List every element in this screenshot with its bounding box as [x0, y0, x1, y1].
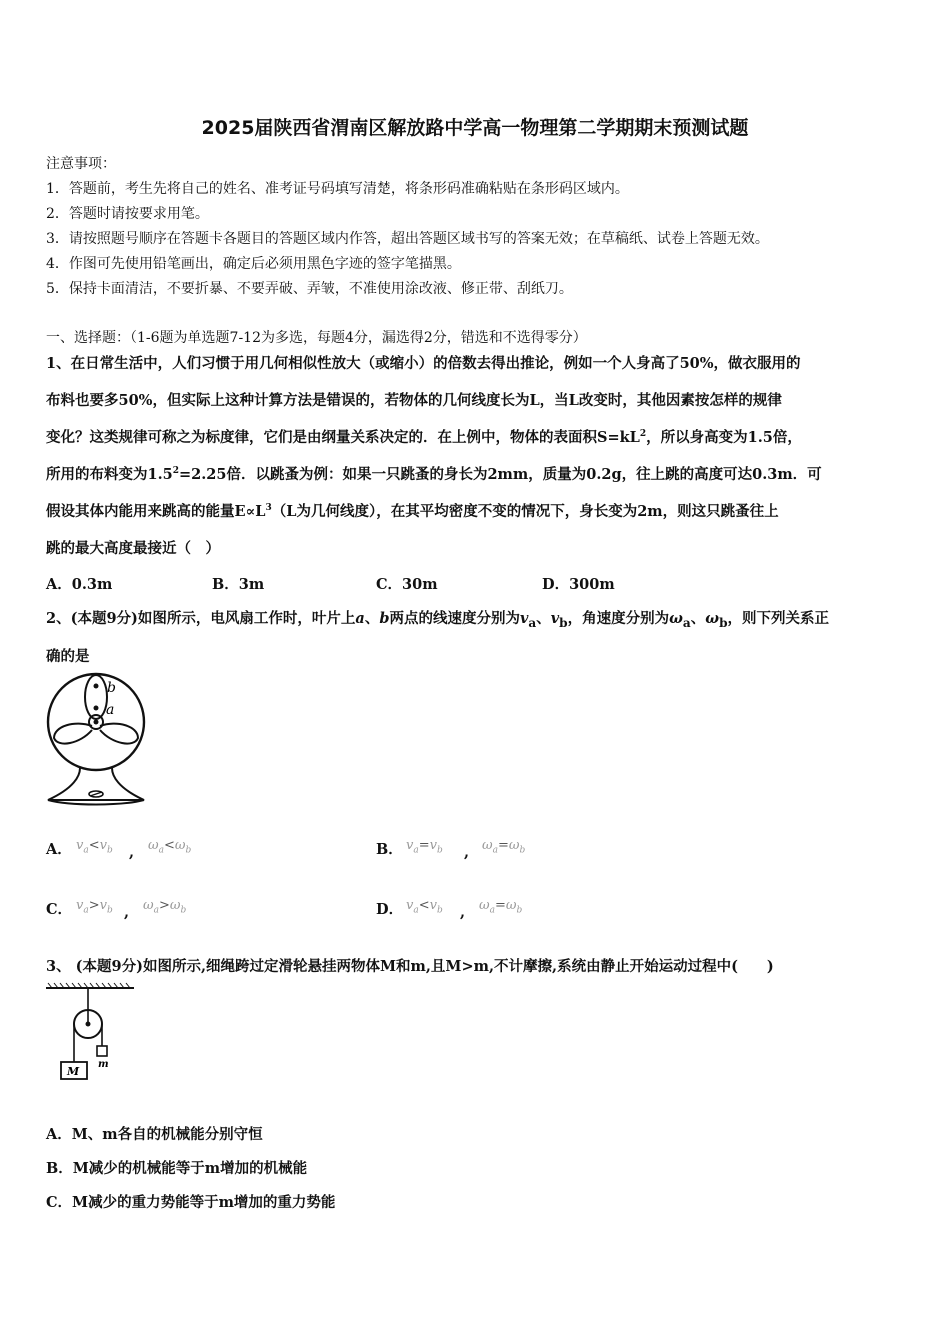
q1-line: 布料也要多50%，但实际上这种计算方法是错误的，若物体的几何线度长为L，当L改变时，其他因素按怎样的规律	[46, 392, 782, 409]
math-relation: =	[418, 838, 430, 853]
q2-option-d[interactable]	[376, 898, 523, 921]
q1-line: 跳的最大高度最接近（ ）	[46, 540, 220, 557]
math-var: v	[429, 898, 437, 913]
q1-sup: 3	[265, 503, 272, 514]
math-var: ω	[482, 838, 493, 853]
math-sub: b	[185, 845, 192, 856]
math-var: v	[99, 838, 107, 853]
q2-var: ω	[705, 610, 720, 627]
q2-var: v	[519, 610, 529, 627]
math-relation: <	[88, 838, 100, 853]
q2-var: v	[550, 610, 560, 627]
q2-line: 确的是	[46, 648, 90, 665]
q2-sub: a	[682, 615, 691, 630]
math-sub: b	[437, 845, 443, 856]
math-sub: a	[492, 845, 498, 856]
math-sub: a	[413, 905, 419, 916]
math-var: ω	[505, 898, 517, 913]
math-sub: b	[107, 905, 113, 916]
q2-option-c[interactable]	[46, 898, 187, 921]
q1-option-c[interactable]: C．30m	[376, 576, 438, 593]
math-var: v	[76, 838, 84, 853]
q2-sub: b	[719, 615, 728, 630]
q1-line	[46, 426, 802, 447]
q2-text: 2、(本题9分)如图所示，电风扇工作时，叶片上	[46, 610, 356, 627]
q2-text: 、	[536, 610, 551, 627]
q2-text: ，则下列关系正	[727, 610, 830, 627]
math-var: v	[99, 898, 107, 913]
q2-comma: ,	[464, 844, 470, 861]
q1-option-a[interactable]: A．0.3m	[46, 576, 113, 593]
q3-option-b[interactable]: B．M减少的机械能等于m增加的机械能	[46, 1160, 308, 1177]
q2-text: ，角速度分别为	[567, 610, 670, 627]
math-sub: a	[413, 845, 419, 856]
q3-option-c[interactable]: C．M减少的重力势能等于m增加的重力势能	[46, 1194, 336, 1211]
q2-sub: a	[528, 615, 537, 630]
section-heading: 一、选择题：（1-6题为单选题7-12为多选，每题4分，漏选得2分，错选和不选得零分）	[46, 330, 587, 346]
math-sub: b	[180, 905, 187, 916]
q2-comma: ,	[129, 844, 135, 861]
math-var: v	[406, 838, 414, 853]
math-sub: a	[158, 845, 164, 856]
q1-line	[46, 500, 779, 521]
q2-option-letter: B．	[376, 841, 403, 858]
fan-label-b: b	[107, 680, 116, 696]
q2-line	[46, 607, 829, 630]
math-relation: =	[497, 838, 509, 853]
math-sub: b	[437, 905, 443, 916]
math-sub: a	[489, 905, 495, 916]
math-relation: =	[494, 898, 506, 913]
q1-option-b[interactable]: B．3m	[212, 576, 265, 593]
pulley-figure	[44, 982, 136, 1086]
q2-comma: ,	[124, 904, 130, 921]
q2-option-letter: C．	[46, 901, 73, 918]
electric-fan-figure	[40, 670, 152, 810]
notice-item: 1．答题前，考生先将自己的姓名、准考证号码填写清楚，将条形码准确粘贴在条形码区域内。	[46, 181, 629, 197]
math-sub: b	[519, 845, 526, 856]
label-m: m	[98, 1059, 109, 1070]
notice-item: 2．答题时请按要求用笔。	[46, 206, 209, 222]
q1-text: 所用的布料变为1.5	[46, 466, 173, 483]
math-var: ω	[479, 898, 490, 913]
q2-option-b[interactable]	[376, 838, 526, 861]
math-relation: >	[158, 898, 170, 913]
q1-text: （L为几何线度），在其平均密度不变的情况下，身长变为2m，则这只跳蚤往上	[271, 503, 779, 520]
q2-text: 、	[364, 610, 380, 627]
math-sub: b	[107, 845, 113, 856]
notice-item: 5．保持卡面清洁，不要折暴、不要弄破、弄皱，不准使用涂改液、修正带、刮纸刀。	[46, 281, 573, 297]
math-sub: a	[153, 905, 159, 916]
q2-option-letter: D．	[376, 901, 404, 918]
q1-text: 变化？这类规律可称之为标度律，它们是由纲量关系决定的．在上例中，物体的表面积S=kL	[46, 429, 640, 446]
q3-line: 3、 (本题9分)如图所示,细绳跨过定滑轮悬挂两物体M和m,且M>m,不计摩擦,系统由静止开始运动过程中( )	[46, 958, 774, 975]
math-var: v	[406, 898, 414, 913]
math-var: ω	[169, 898, 181, 913]
q2-text: 、	[690, 610, 706, 627]
math-sub: a	[83, 905, 89, 916]
math-var: ω	[174, 838, 186, 853]
notice-item: 4．作图可先使用铅笔画出，确定后必须用黑色字迹的签字笔描黑。	[46, 256, 461, 272]
q1-line: 1、在日常生活中，人们习惯于用几何相似性放大（或缩小）的倍数去得出推论，例如一个人身高了50%，做衣服用的	[46, 355, 801, 372]
q2-sub: b	[559, 615, 568, 630]
q1-line	[46, 463, 822, 484]
math-var: v	[429, 838, 437, 853]
q1-sup: 2	[639, 429, 647, 440]
q2-text: 两点的线速度分别为	[389, 610, 520, 627]
fan-label-a: a	[106, 702, 115, 718]
q1-option-d[interactable]: D．300m	[542, 576, 615, 593]
q1-text: 假设其体内能用来跳高的能量E∝L	[46, 503, 266, 520]
q2-option-letter: A．	[46, 841, 72, 858]
math-var: v	[76, 898, 84, 913]
math-relation: <	[163, 838, 175, 853]
math-sub: a	[83, 845, 89, 856]
q2-comma: ,	[460, 904, 466, 921]
math-var: ω	[508, 838, 520, 853]
math-sub: b	[516, 905, 523, 916]
q2-var: ω	[669, 610, 683, 627]
q3-option-a[interactable]: A．M、m各自的机械能分别守恒	[46, 1126, 263, 1143]
q1-sup: 2	[172, 466, 179, 477]
math-relation: <	[418, 898, 430, 913]
notice-heading: 注意事项：	[46, 156, 116, 172]
notice-item: 3．请按照题号顺序在答题卡各题目的答题区域内作答，超出答题区域书写的答案无效；在草稿纸、试卷上答题无效。	[46, 231, 769, 247]
q2-var: a	[355, 610, 365, 627]
math-relation: >	[88, 898, 100, 913]
math-var: ω	[148, 838, 159, 853]
label-M: M	[67, 1065, 80, 1078]
q2-option-a[interactable]	[46, 838, 192, 861]
q1-text: =2.25倍．以跳蚤为例：如果一只跳蚤的身长为2mm，质量为0.2g，往上跳的高度可达0.3m．可	[179, 466, 822, 483]
q1-text: ，所以身高变为1.5倍，	[646, 429, 802, 446]
page-title: 2025届陕西省渭南区解放路中学高一物理第二学期期末预测试题	[201, 117, 749, 139]
math-var: ω	[143, 898, 154, 913]
q2-var: b	[379, 610, 390, 627]
